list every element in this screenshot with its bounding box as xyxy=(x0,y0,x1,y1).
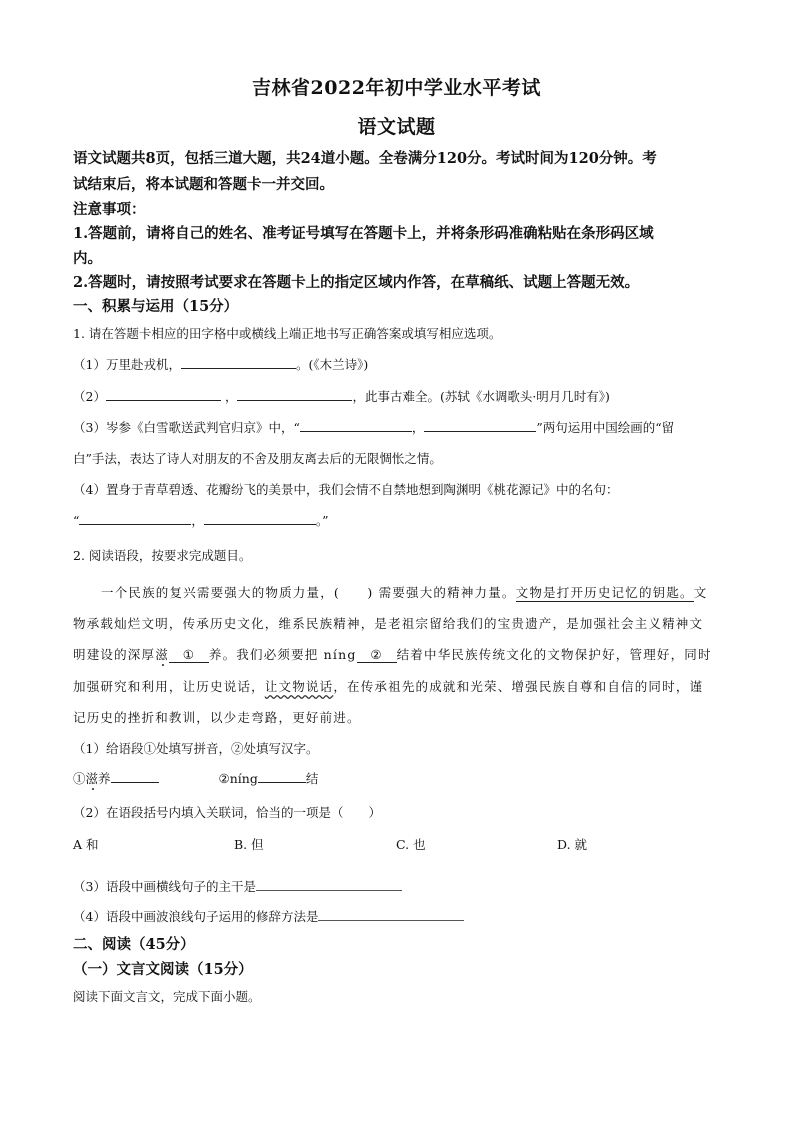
answer-blank[interactable] xyxy=(318,907,464,921)
option-d[interactable] xyxy=(557,835,587,853)
circle-1: ① xyxy=(73,771,86,786)
exam-title: 吉林省2022年初中学业水平考试 xyxy=(252,77,541,99)
q1-item-1-text: （1）万里赴戎机， xyxy=(73,357,181,372)
passage-line-3 xyxy=(73,645,712,663)
answer-blank[interactable] xyxy=(300,418,412,432)
option-text: 也 xyxy=(413,837,426,852)
intro-line-1: 语文试题共8页，包括三道大题，共24道小题。全卷满分120分。考试时间为120分钟。考 xyxy=(73,150,657,167)
q1-stem: 1. 请在答题卡相应的田字格中或横线上端正地书写正确答案或填写相应选项。 xyxy=(73,326,502,341)
passage-text: 结着中华民族传统文化的文物保护好，管理好，同时 xyxy=(396,647,712,662)
q2-sub-2-stem: （2）在语段括号内填入关联词，恰当的一项是（ ） xyxy=(73,805,381,820)
q2-sub-3-stem: （3）语段中画横线句子的主干是 xyxy=(73,879,256,894)
answer-blank[interactable] xyxy=(424,418,536,432)
q1-item-4-line-2 xyxy=(73,511,329,529)
q2-sub-3 xyxy=(73,877,402,895)
option-label: B. xyxy=(234,837,248,852)
word: 结 xyxy=(305,771,319,786)
passage-text: ，在传承祖先的成就和光荣、增强民族自尊和自信的同时，谨 xyxy=(333,679,704,694)
answer-blank[interactable] xyxy=(79,511,191,525)
q1-item-4-line-1: （4）置身于青草碧透、花瓣纷飞的美景中，我们会情不自禁地想到陶渊明《桃花源记》中的名句： xyxy=(73,482,619,497)
q1-item-2-source: ，此事古难全。(苏轼《水调歌头·明月几时有》) xyxy=(352,389,610,404)
dotted-character: 滋 xyxy=(85,771,99,786)
q2-sub-4-stem: （4）语段中画波浪线句子运用的修辞方法是 xyxy=(73,909,319,924)
option-c[interactable] xyxy=(396,835,426,853)
open-quote: “ xyxy=(73,513,80,528)
passage-text: 文 xyxy=(693,585,708,600)
passage-text: 一个民族的复兴需要强大的物质力量，( ) 需要强大的精神力量。 xyxy=(101,585,516,600)
underlined-sentence: 文物是打开历史记忆的钥匙。 xyxy=(515,585,694,600)
passage-line-2: 物承载灿烂文明，传承历史文化，维系民族精神，是老祖宗留给我们的宝贵遗产，是加强社会主义精神文 xyxy=(73,616,704,631)
section-1-heading: 一、积累与运用（15分） xyxy=(73,298,239,315)
answer-blank[interactable] xyxy=(256,877,402,891)
passage-text: 加强研究和利用，让历史说话， xyxy=(73,679,265,694)
passage-line-4 xyxy=(73,677,703,695)
blank-marker-1: ① xyxy=(169,647,209,663)
dotted-character: 滋 xyxy=(155,647,169,662)
word: 养 xyxy=(98,771,111,786)
q1-item-1-source: 。(《木兰诗》) xyxy=(295,357,369,372)
q1-item-2 xyxy=(73,387,610,405)
passage-line-5: 记历史的挫折和教训，以少走弯路，更好前进。 xyxy=(73,710,361,725)
notice-label: 注意事项： xyxy=(73,201,146,218)
option-text: 就 xyxy=(574,837,588,852)
q1-item-3-text-end: ”两句运用中国绘画的“留 xyxy=(536,420,675,435)
passage-line-1 xyxy=(101,583,707,601)
q1-item-3-text: （3）岑参《白雪歌送武判官归京》中，“ xyxy=(73,420,300,435)
q1-item-3-line-2: 白”手法，表达了诗人对朋友的不舍及朋友离去后的无限惆怅之情。 xyxy=(73,451,442,466)
answer-blank[interactable] xyxy=(204,511,316,525)
comma: ， xyxy=(191,513,204,528)
q1-item-1 xyxy=(73,355,368,373)
notice-1-line-1: 1.答题前，请将自己的姓名、准考证号填写在答题卡上，并将条形码准确粘贴在条形码区域 xyxy=(73,225,654,242)
passage-text: 明建设的深厚 xyxy=(73,647,156,662)
comma: ， xyxy=(411,420,425,435)
q1-item-2-label: （2） xyxy=(73,389,106,404)
comma: ， xyxy=(224,389,238,404)
option-label: D. xyxy=(557,837,571,852)
circle-2-pinyin: ②níng xyxy=(218,771,258,786)
option-label: A xyxy=(73,837,83,852)
answer-blank[interactable] xyxy=(111,769,159,783)
option-b[interactable] xyxy=(234,835,264,853)
q2-stem: 2. 阅读语段，按要求完成题目。 xyxy=(73,548,252,563)
q2-sub-1-answers xyxy=(73,769,318,787)
blank-marker-2: ② xyxy=(357,647,397,663)
answer-blank[interactable] xyxy=(237,387,352,401)
notice-2: 2.答题时，请按照考试要求在答题卡上的指定区域内作答，在草稿纸、试题上答题无效。 xyxy=(73,274,640,291)
section-2-heading: 二、阅读（45分） xyxy=(73,936,195,953)
intro-line-2: 试结束后，将本试题和答题卡一并交回。 xyxy=(73,176,334,193)
answer-blank[interactable] xyxy=(106,387,221,401)
section-2-sub-heading: （一）文言文阅读（15分） xyxy=(73,961,253,978)
option-text: 但 xyxy=(251,837,264,852)
section-2-instruction: 阅读下面文言文，完成下面小题。 xyxy=(73,989,261,1004)
option-label: C. xyxy=(396,837,410,852)
passage-text: 养。我们必须要把 níng xyxy=(208,647,357,662)
wavy-underlined-phrase: 让文物说话 xyxy=(264,679,334,694)
close-quote: 。” xyxy=(315,513,329,528)
answer-blank[interactable] xyxy=(258,769,306,783)
notice-1-line-2: 内。 xyxy=(73,250,102,267)
option-a[interactable] xyxy=(73,835,99,853)
q1-item-3 xyxy=(73,418,674,436)
option-text: 和 xyxy=(86,837,99,852)
exam-subtitle: 语文试题 xyxy=(357,116,436,138)
q2-sub-4 xyxy=(73,907,464,925)
q2-sub-1-stem: （1）给语段①处填写拼音，②处填写汉字。 xyxy=(73,741,319,756)
answer-blank[interactable] xyxy=(181,355,296,369)
